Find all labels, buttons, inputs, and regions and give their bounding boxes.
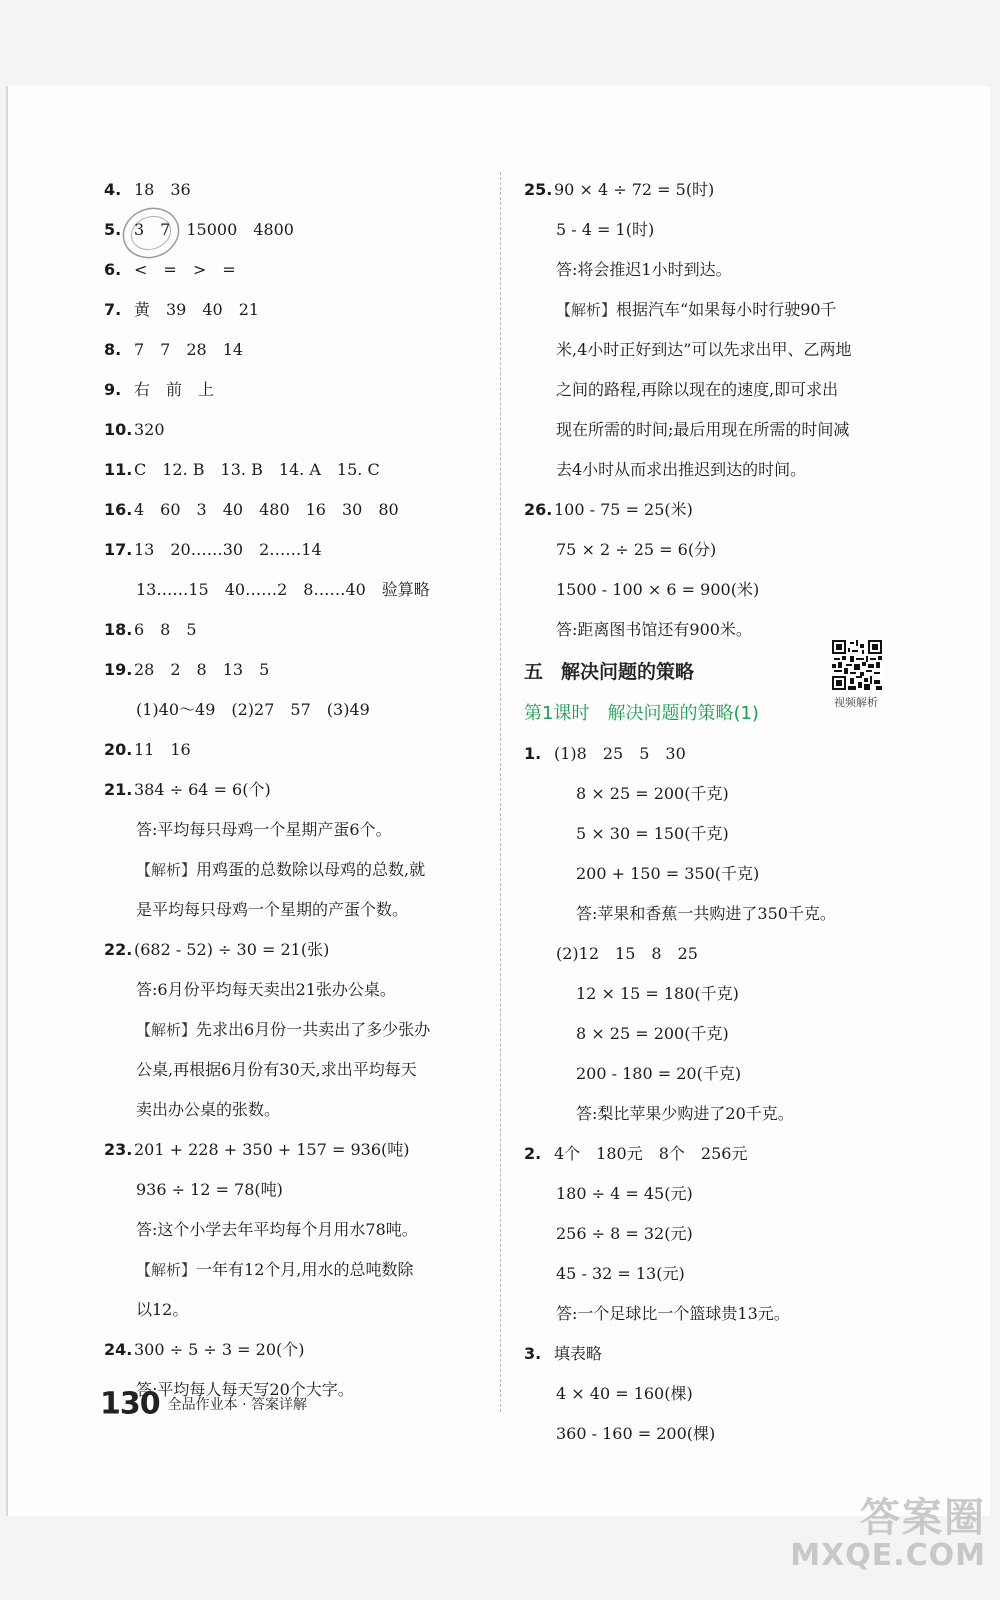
answer-item (524, 734, 904, 774)
item-number: 20. (104, 740, 133, 759)
answer-line: 1500 - 100 × 6 = 900(米) (556, 580, 760, 599)
answer-line: 200 + 150 = 350(千克) (576, 864, 760, 883)
item-text: (1)8 25 5 30 (554, 744, 686, 763)
item-text: 黄 39 40 21 (134, 300, 260, 319)
analysis-text: 先求出6月份一共卖出了多少张办 (196, 1020, 431, 1039)
item-text: 90 × 4 ÷ 72 = 5(时) (554, 180, 715, 199)
analysis-label: 【解析】 (136, 1261, 197, 1279)
item-text: 11 16 (134, 740, 191, 759)
item-text: (682 - 52) ÷ 30 = 21(张) (134, 940, 330, 959)
watermark-cn: 答案圈 (860, 1495, 986, 1541)
answer-line: 答:一个足球比一个篮球贵13元。 (556, 1304, 790, 1323)
answer-item (104, 450, 484, 490)
item-number: 7. (104, 300, 122, 319)
answer-line: 米,4小时正好到达”可以先求出甲、乙两地 (556, 340, 852, 359)
answer-item (524, 1334, 904, 1374)
item-text: 7 7 28 14 (134, 340, 244, 359)
answer-item (104, 1130, 484, 1170)
right-column-top (524, 170, 904, 650)
book-title: 全品作业本 · 答案详解 (167, 1396, 307, 1413)
item-number: 22. (104, 940, 133, 959)
item-text: 4 60 3 40 480 16 30 80 (134, 500, 399, 519)
analysis-label: 【解析】 (136, 1021, 197, 1039)
section-number: 五 (524, 661, 544, 683)
answer-line: 答:梨比苹果少购进了20千克。 (576, 1104, 794, 1123)
item-number: 10. (104, 420, 133, 439)
answer-line: 936 ÷ 12 = 78(吨) (136, 1180, 283, 1199)
answer-item (104, 530, 484, 570)
right-column-bottom (524, 734, 904, 1454)
answer-line: 4 × 40 = 160(棵) (556, 1384, 693, 1403)
item-text: 384 ÷ 64 = 6(个) (134, 780, 271, 799)
page-footer (100, 1384, 307, 1424)
item-number: 9. (104, 380, 122, 399)
answer-item (104, 410, 484, 450)
answer-item (104, 730, 484, 770)
item-number: 6. (104, 260, 122, 279)
answer-line: 答:距离图书馆还有900米。 (556, 620, 752, 639)
answer-line: 12 × 15 = 180(千克) (576, 984, 739, 1003)
item-number: 3. (524, 1344, 542, 1363)
item-text: 320 (134, 420, 165, 439)
answer-line: 公桌,再根据6月份有30天,求出平均每天 (136, 1060, 417, 1079)
answer-line: 答:这个小学去年平均每个月用水78吨。 (136, 1220, 418, 1239)
qr-code-icon[interactable] (832, 640, 882, 690)
item-text: C 12. B 13. B 14. A 15. C (134, 460, 380, 479)
answer-item (104, 330, 484, 370)
answer-line: (1)40～49 (2)27 57 (3)49 (136, 700, 370, 719)
answer-item (104, 650, 484, 690)
page-number: 130 (100, 1386, 160, 1422)
item-number: 11. (104, 460, 133, 479)
answer-line: 75 × 2 ÷ 25 = 6(分) (556, 540, 717, 559)
analysis-label: 【解析】 (136, 861, 197, 879)
answer-item (104, 490, 484, 530)
item-number: 1. (524, 744, 542, 763)
item-text: 18 36 (134, 180, 191, 199)
item-number: 16. (104, 500, 133, 519)
item-text: 100 - 75 = 25(米) (554, 500, 693, 519)
answer-item (524, 170, 904, 210)
answer-item (104, 370, 484, 410)
answer-line: 答:苹果和香蕉一共购进了350千克。 (576, 904, 836, 923)
column-divider (500, 172, 501, 1412)
left-column (104, 170, 484, 1410)
analysis-label: 【解析】 (556, 301, 617, 319)
analysis-line (104, 1010, 484, 1050)
item-number: 18. (104, 620, 133, 639)
item-number: 26. (524, 500, 553, 519)
item-text: 填表略 (554, 1344, 603, 1363)
item-number: 8. (104, 340, 122, 359)
item-text: 3 7 15000 4800 (134, 220, 294, 239)
answer-item (104, 930, 484, 970)
item-text: 201 + 228 + 350 + 157 = 936(吨) (134, 1140, 410, 1159)
answer-line: 卖出办公桌的张数。 (136, 1100, 281, 1119)
analysis-text: 用鸡蛋的总数除以母鸡的总数,就 (196, 860, 426, 879)
answer-line: 答:将会推迟1小时到达。 (556, 260, 732, 279)
answer-item (104, 210, 484, 250)
item-text: 4个 180元 8个 256元 (554, 1144, 748, 1163)
answer-line: 答:平均每人每天写20个大字。 (136, 1380, 354, 1399)
analysis-line (104, 850, 484, 890)
analysis-text: 一年有12个月,用水的总吨数除 (196, 1260, 414, 1279)
item-number: 25. (524, 180, 553, 199)
answer-line: 答:平均每只母鸡一个星期产蛋6个。 (136, 820, 392, 839)
watermark-en: MXQE.COM (790, 1538, 986, 1573)
answer-line: 现在所需的时间;最后用现在所需的时间减 (556, 420, 850, 439)
answer-item (104, 770, 484, 810)
answer-item (104, 1330, 484, 1370)
answer-line: 是平均每只母鸡一个星期的产蛋个数。 (136, 900, 409, 919)
item-number: 24. (104, 1340, 133, 1359)
page-edge (6, 86, 8, 1516)
answer-line: 200 - 180 = 20(千克) (576, 1064, 742, 1083)
item-text: < = > = (134, 260, 236, 279)
answer-line: 答:6月份平均每天卖出21张办公桌。 (136, 980, 396, 999)
qr-label: 视频解析 (834, 696, 878, 709)
answer-line: 180 ÷ 4 = 45(元) (556, 1184, 693, 1203)
answer-item (104, 610, 484, 650)
item-text: 右 前 上 (134, 380, 215, 399)
answer-item (524, 1134, 904, 1174)
answer-line: 256 ÷ 8 = 32(元) (556, 1224, 693, 1243)
analysis-text: 根据汽车“如果每小时行驶90千 (616, 300, 837, 319)
answer-item (104, 170, 484, 210)
item-number: 17. (104, 540, 133, 559)
answer-line: 去4小时从而求出推迟到达的时间。 (556, 460, 807, 479)
item-text: 13 20……30 2……14 (134, 540, 322, 559)
item-text: 6 8 5 (134, 620, 197, 639)
answer-item (524, 490, 904, 530)
answer-line: (2)12 15 8 25 (556, 944, 698, 963)
answer-line: 45 - 32 = 13(元) (556, 1264, 685, 1283)
item-text: 300 ÷ 5 ÷ 3 = 20(个) (134, 1340, 305, 1359)
analysis-line (104, 1250, 484, 1290)
answer-line: 以12。 (136, 1300, 189, 1319)
watermark (790, 1496, 986, 1572)
item-number: 23. (104, 1140, 133, 1159)
answer-line: 8 × 25 = 200(千克) (576, 784, 729, 803)
right-column (524, 170, 904, 1454)
lesson-title: 解决问题的策略(1) (607, 703, 759, 724)
answer-item (104, 290, 484, 330)
item-number: 5. (104, 220, 122, 239)
item-number: 19. (104, 660, 133, 679)
answer-line: 5 × 30 = 150(千克) (576, 824, 729, 843)
item-number: 4. (104, 180, 122, 199)
answer-line: 5 - 4 = 1(时) (556, 220, 655, 239)
section-title: 解决问题的策略 (561, 661, 695, 683)
item-number: 21. (104, 780, 133, 799)
answer-line: 8 × 25 = 200(千克) (576, 1024, 729, 1043)
lesson-number: 第1课时 (524, 703, 590, 724)
answer-line: 13……15 40……2 8……40 验算略 (136, 580, 430, 599)
item-text: 28 2 8 13 5 (134, 660, 270, 679)
analysis-line (524, 290, 904, 330)
answer-item (104, 250, 484, 290)
answer-line: 360 - 160 = 200(棵) (556, 1424, 716, 1443)
answer-line: 之间的路程,再除以现在的速度,即可求出 (556, 380, 839, 399)
item-number: 2. (524, 1144, 542, 1163)
